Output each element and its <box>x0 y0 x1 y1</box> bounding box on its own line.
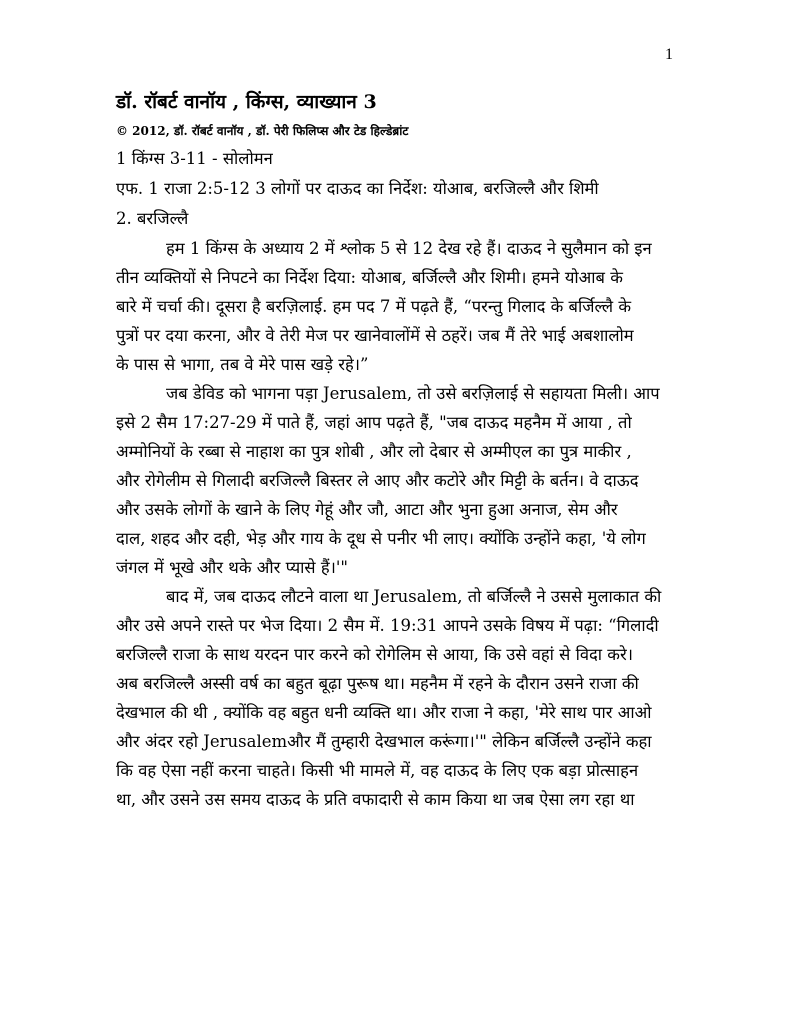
paragraph-line: जब डेविड को भागना पड़ा Jerusalem, तो उसे बरज़िलाई से सहायता मिली। आप <box>166 384 660 403</box>
paragraph-1 <box>116 234 676 379</box>
paragraph-line: और रोगेलीम से गिलादी बरजिल्लै बिस्तर ले आए और कटोरे और मिट्टी के बर्तन। वे दाऊद <box>116 471 639 490</box>
paragraph-line: पुत्रों पर दया करना, और वे तेरी मेज पर खानेवालोंमें से ठहरें। जब मैं तेरे भाई अबशालोम <box>116 326 634 345</box>
paragraph-line: जंगल में भूखे और थके और प्यासे हैं।'" <box>116 558 348 577</box>
subsubsection-heading: 2. बरजिल्लै <box>116 209 189 228</box>
paragraph-line: के पास से भागा, तब वे मेरे पास खड़े रहे।” <box>116 355 369 374</box>
paragraph-line: और अंदर रहो Jerusalemऔर मैं तुम्हारी देखभाल करूंगा।'" लेकिन बर्जिल्लै उन्होंने कहा <box>116 732 652 751</box>
document-body <box>116 88 676 814</box>
paragraph-line: अम्मोनियों के रब्बा से नाहाश का पुत्र शोबी , और लो देबार से अम्मीएल का पुत्र माकीर , <box>116 442 632 461</box>
section-heading: 1 किंग्स 3-11 - सोलोमन <box>116 149 273 168</box>
paragraph-line: हम 1 किंग्स के अध्याय 2 में श्लोक 5 से 12 देख रहे हैं। दाऊद ने सुलैमान को इन <box>166 239 652 258</box>
paragraph-line: बरजिल्लै राजा के साथ यरदन पार करने को रोगेलिम से आया, कि उसे वहां से विदा करे। <box>116 645 633 664</box>
paragraph-line: था, और उसने उस समय दाऊद के प्रति वफादारी से काम किया था जब ऐसा लग रहा था <box>116 790 635 809</box>
subsection-heading: एफ. 1 राजा 2:5-12 3 लोगों पर दाऊद का निर्देश: योआब, बरजिल्लै और शिमी <box>116 179 599 198</box>
paragraph-line: देखभाल की थी , क्योंकि वह बहुत धनी व्यक्ति था। और राजा ने कहा, 'मेरे साथ पार आओ <box>116 703 652 722</box>
paragraph-2 <box>116 379 676 582</box>
paragraph-line: बाद में, जब दाऊद लौटने वाला था Jerusalem, तो बर्जिल्लै ने उससे मुलाकात की <box>166 587 662 606</box>
document-title: डॉ. रॉबर्ट वानॉय , किंग्स, व्याख्यान 3 <box>116 91 377 113</box>
page-number: 1 <box>665 46 673 63</box>
paragraph-line: और उसके लोगों के खाने के लिए गेहूं और जौ, आटा और भुना हुआ अनाज, सेम और <box>116 500 618 519</box>
paragraph-3 <box>116 582 676 814</box>
paragraph-line: अब बरजिल्लै अस्सी वर्ष का बहुत बूढ़ा पुरूष था। महनैम में रहने के दौरान उसने राजा की <box>116 674 639 693</box>
paragraph-line: बारे में चर्चा की। दूसरा है बरज़िलाई. हम पद 7 में पढ़ते हैं, “परन्तु गिलाद के बर्जिल्लै के <box>116 297 632 316</box>
paragraph-line: दाल, शहद और दही, भेड़ और गाय के दूध से पनीर भी लाए। क्योंकि उन्होंने कहा, 'ये लोग <box>116 529 646 548</box>
paragraph-line: कि वह ऐसा नहीं करना चाहते। किसी भी मामले में, वह दाऊद के लिए एक बड़ा प्रोत्साहन <box>116 761 639 780</box>
paragraph-line: तीन व्यक्तियों से निपटने का निर्देश दिया: योआब, बर्जिल्लै और शिमी। हमने योआब के <box>116 268 623 287</box>
paragraph-line: इसे 2 सैम 17:27-29 में पाते हैं, जहां आप पढ़ते हैं, "जब दाऊद महनैम में आया , तो <box>116 413 632 432</box>
paragraph-line: और उसे अपने रास्ते पर भेज दिया। 2 सैम में. 19:31 आपने उसके विषय में पढ़ा: “गिलादी <box>116 616 659 635</box>
copyright-notice: © 2012, डॉ. रॉबर्ट वानॉय , डॉ. पेरी फिलिप्स और टेड हिल्डेब्रांट <box>116 124 409 138</box>
body-text <box>116 234 676 814</box>
